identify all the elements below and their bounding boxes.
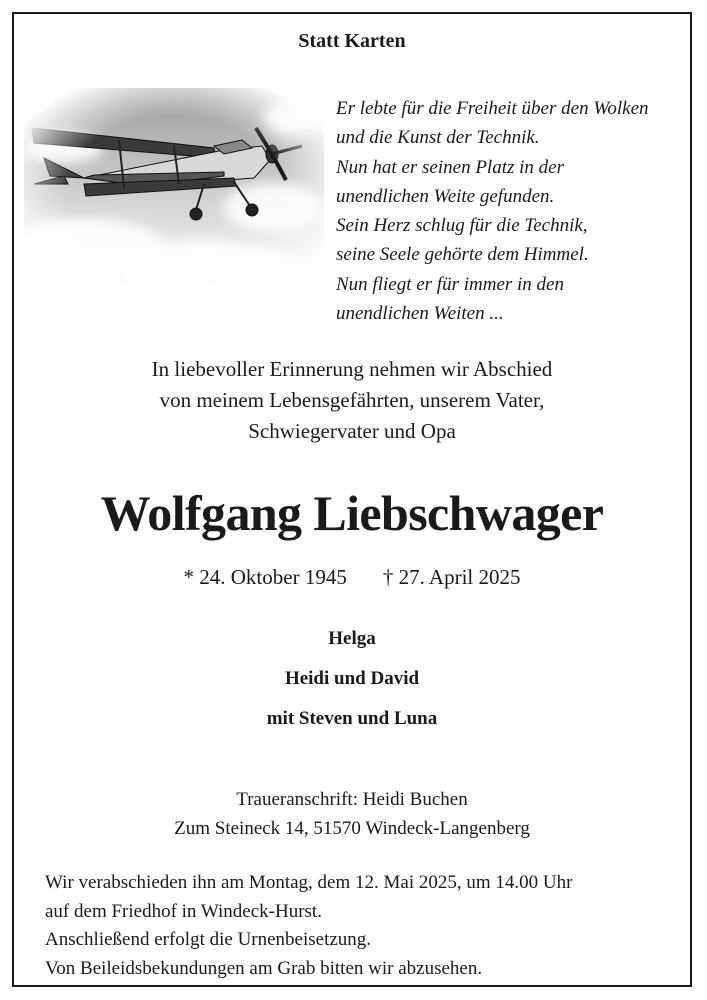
family-signatures [14, 619, 690, 739]
obituary-frame [12, 12, 692, 987]
header-title: Statt Karten [298, 30, 406, 52]
family-line: mit Steven und Luna [266, 708, 438, 729]
death-date: † 27. April 2025 [382, 565, 521, 589]
poem [336, 94, 696, 328]
funeral-notice [45, 869, 670, 983]
poem-line: seine Seele gehörte dem Himmel. [336, 244, 589, 266]
airplane-icon [24, 88, 324, 293]
poem-line: Nun hat er seinen Platz in der [336, 156, 564, 178]
intro-line: In liebevoller Erinnerung nehmen wir Abschied [151, 357, 553, 381]
address-line: Traueranschrift: Heidi Buchen [236, 789, 468, 810]
notice-line: auf dem Friedhof in Windeck-Hurst. [45, 900, 322, 922]
mourning-address [14, 785, 690, 843]
airplane-photo [24, 88, 324, 293]
notice-line: Von Beileidsbekundungen am Grab bitten wir abzusehen. [45, 957, 483, 979]
notice-line: Anschließend erfolgt die Urnenbeisetzung. [45, 929, 372, 950]
poem-line: Nun fliegt er für immer in den [336, 273, 564, 295]
poem-line: unendlichen Weite gefunden. [336, 185, 555, 207]
notice-line: Wir verabschieden ihn am Montag, dem 12. Mai 2025, um 14.00 Uhr [45, 872, 573, 893]
poem-line: unendlichen Weiten ... [336, 303, 504, 325]
poem-line: Er lebte für die Freiheit über den Wolken [336, 98, 649, 119]
intro-line: von meinem Lebensgefährten, unserem Vater, [159, 388, 545, 412]
family-line: Heidi und David [284, 668, 420, 689]
deceased-name: Wolfgang Liebschwager [100, 485, 604, 541]
poem-line: Sein Herz schlug für die Technik, [336, 215, 588, 237]
poem-line: und die Kunst der Technik. [336, 127, 540, 149]
life-dates [14, 565, 690, 590]
family-line: Helga [328, 628, 376, 649]
intro-line: Schwiegervater und Opa [248, 419, 456, 443]
address-line: Zum Steineck 14, 51570 Windeck-Langenberg [174, 818, 530, 839]
intro-text [14, 354, 690, 447]
birth-date: * 24. Oktober 1945 [183, 565, 347, 589]
